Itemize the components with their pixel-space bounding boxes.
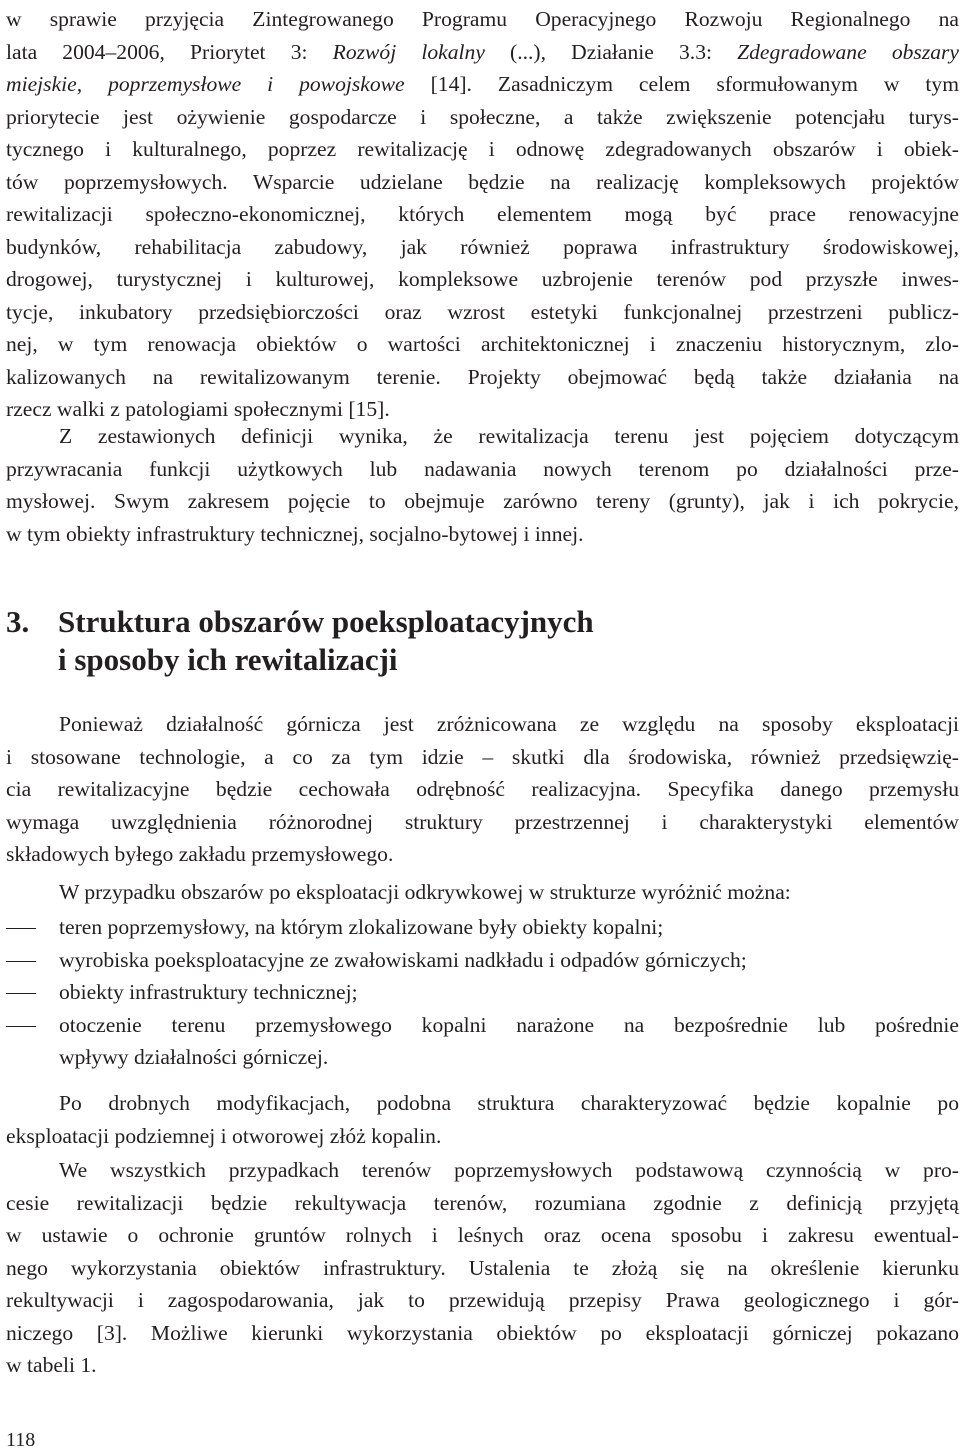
paragraph-1-line: rzecz walki z patologiami społecznymi [15]. [6,397,390,421]
paragraph-1-line: tycznego i kulturalnego, poprzez rewitalizację i odnowę zdegradowanych obszarów i obiek- [6,137,959,161]
paragraph-2-line: Z zestawionych definicji wynika, że rewitalizacja terenu jest pojęciem dotyczącym [59,424,959,448]
section-number: 3. [6,604,30,639]
paragraph-1-line: priorytecie jest ożywienie gospodarcze i społeczne, a także zwiększenie potencjału turys- [6,104,959,129]
paragraph-3-line: cia rewitalizacyjne będzie cechowała odrębność realizacyjna. Specyfika danego przemysłu [6,777,959,801]
paragraph-6 [6,1154,959,1382]
paragraph-3 [6,708,959,871]
paragraph-1-line: kalizowanych na rewitalizowanym terenie. Projekty obejmować będą także działania na [6,364,959,389]
paragraph-2 [6,420,959,550]
paragraph-6-line: We wszystkich przypadkach terenów poprzemysłowych podstawową czynnością w pro- [59,1158,959,1182]
paragraph-1 [6,3,959,426]
paragraph-1-line: rewitalizacji społeczno-ekonomicznej, których elementem mogą być prace renowacyjne [6,202,959,226]
list-item-text: teren poprzemysłowy, na którym zlokalizowane były obiekty kopalni; [59,915,664,939]
paragraph-1-line: tycje, inkubatory przedsiębiorczości oraz wzrost estetyki funkcjonalnej przestrzeni publicz- [6,299,959,324]
paragraph-6-line: rekultywacji i zagospodarowania, jak to przewidują przepisy Prawa geologicznego i gór- [6,1288,959,1312]
paragraph-6-line: w ustawie o ochronie gruntów rolnych i leśnych oraz ocena sposobu i zakresu ewentual- [6,1223,959,1247]
paragraph-6-line: niczego [3]. Możliwe kierunki wykorzystania obiektów po eksploatacji górniczej pokazano [6,1320,959,1345]
paragraph-6-line: w tabeli 1. [6,1353,97,1377]
paragraph-4-line: W przypadku obszarów po eksploatacji odkrywkowej w strukturze wyróżnić można: [59,880,791,904]
paragraph-2-line: przywracania funkcji użytkowych lub nadawania nowych terenom po działalności prze- [6,456,959,481]
page-number: 118 [6,1429,36,1451]
list-item [6,976,959,1009]
paragraph-5 [6,1087,959,1152]
paragraph-3-line: składowych byłego zakładu przemysłowego. [6,842,394,866]
list-item-text: wpływy działalności górniczej. [59,1045,329,1069]
paragraph-1-line-italic-priorytet: lata 2004–2006, Priorytet 3: Rozwój lokalny (...), Działanie 3.3: Zdegradowane obszary [6,39,960,64]
paragraph-5-line: Po drobnych modyfikacjach, podobna struktura charakteryzować będzie kopalnie po [59,1091,959,1115]
paragraph-6-line: cesie rewitalizacji będzie rekultywacja terenów, rozumiana zgodnie z definicją przyjętą [6,1190,959,1215]
section-title-line-2: i sposoby ich rewitalizacji [58,642,398,677]
list-item-text: obiekty infrastruktury technicznej; [59,980,358,1004]
list-item [6,911,959,944]
list-item-text: otoczenie terenu przemysłowego kopalni narażone na bezpośrednie lub pośrednie [59,1012,959,1037]
paragraph-1-line: drogowej, turystycznej i kulturowej, kompleksowe uzbrojenie terenów pod przyszłe inwes- [6,267,959,291]
paragraph-1-line: budynków, rehabilitacja zabudowy, jak również poprawa infrastruktury środowiskowej, [6,234,959,259]
paragraph-3-line: Ponieważ działalność górnicza jest zróżnicowana ze względu na sposoby eksploatacji [59,712,959,736]
paragraph-1-line-italic-miejskie: miejskie, poprzemysłowe i powojskowe [14]. Zasadniczym celem sformułowanym w tym [6,72,959,96]
paragraph-5-line: eksploatacji podziemnej i otworowej złóż kopalin. [6,1123,442,1148]
list-item [6,944,959,977]
paragraph-3-line: wymaga uwzględnienia różnorodnej struktury przestrzennej i charakterystyki elementów [6,809,959,834]
paragraph-2-line: mysłowej. Swym zakresem pojęcie to obejmuje zarówno tereny (grunty), jak i ich pokrycie, [6,489,959,513]
paragraph-6-line: nego wykorzystania obiektów infrastruktury. Ustalenia te złożą się na określenie kierunku [6,1255,959,1280]
section-title-line-1: Struktura obszarów poeksploatacyjnych [58,604,594,639]
paragraph-3-line: i stosowane technologie, a co za tym idzie – skutki dla środowiska, również przedsięwzię- [6,744,959,769]
paragraph-1-line: tów poprzemysłowych. Wsparcie udzielane będzie na realizację kompleksowych projektów [6,169,959,194]
paragraph-2-line: w tym obiekty infrastruktury technicznej, socjalno-bytowej i innej. [6,521,584,546]
list-item [6,1009,959,1074]
paragraph-4 [6,876,959,909]
list-item-text: wyrobiska poeksploatacyjne ze zwałowiskami nadkładu i odpadów górniczych; [59,947,747,972]
paragraph-1-line: w sprawie przyjęcia Zintegrowanego Programu Operacyjnego Rozwoju Regionalnego na [6,7,959,31]
structure-list [6,911,959,1074]
section-heading [6,603,906,679]
paragraph-1-line: nej, w tym renowacja obiektów o wartości architektonicznej i znaczeniu historycznym, zlo- [6,332,959,356]
